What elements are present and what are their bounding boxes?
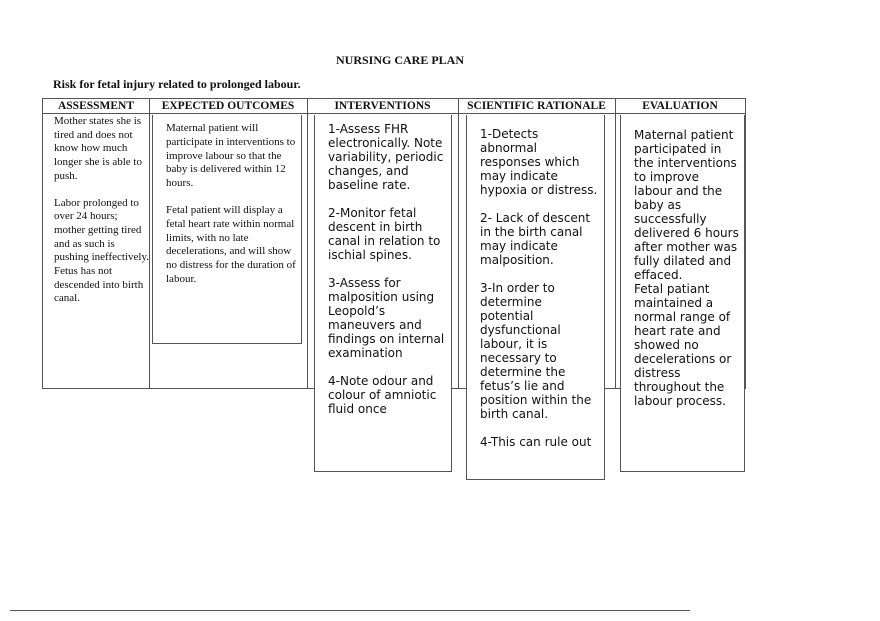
footer-divider	[10, 610, 690, 611]
rationale-text: 4-This can rule out	[480, 435, 592, 449]
header-expected-outcomes: EXPECTED OUTCOMES	[149, 99, 307, 114]
column-divider	[307, 99, 308, 388]
evaluation-text: Maternal patient participated in the interventions to improve labour and the baby as successfully delivered 6 hours after mother was fully dilated and effaced.	[634, 128, 739, 282]
assessment-cell	[54, 115, 151, 306]
scientific-rationale-box	[466, 115, 605, 480]
header-assessment: ASSESSMENT	[43, 99, 149, 114]
intervention-text: 3-Assess for malposition using Leopold’s maneuvers and findings on internal examination	[328, 276, 445, 360]
header-scientific-rationale: SCIENTIFIC RATIONALE	[458, 99, 615, 114]
outcome-text: Maternal patient will participate in interventions to improve labour so that the baby is delivered within 12 hours.	[166, 122, 296, 190]
evaluation-text: Fetal patiant maintained a normal range of heart rate and showed no decelerations or distress throughout the labour process.	[634, 282, 732, 408]
intervention-text: 1-Assess FHR electronically. Note variability, periodic changes, and baseline rate.	[328, 122, 444, 192]
rationale-text: 3-In order to determine potential dysfunctional labour, it is necessary to determine the fetus’s lie and position within the birth canal.	[480, 281, 592, 421]
header-interventions: INTERVENTIONS	[307, 99, 458, 114]
rationale-text: 2- Lack of descent in the birth canal may indicate malposition.	[480, 211, 591, 267]
assessment-text: Fetus has not descended into birth canal.	[54, 265, 144, 305]
header-evaluation: EVALUATION	[615, 99, 745, 114]
page-title: NURSING CARE PLAN	[335, 53, 464, 67]
evaluation-box	[620, 115, 745, 472]
expected-outcomes-box	[152, 115, 302, 344]
interventions-box	[314, 115, 452, 472]
rationale-text: 1-Detects abnormal responses which may indicate hypoxia or distress.	[480, 127, 598, 197]
assessment-text: Mother states she is tired and does not know how much longer she is able to push.	[54, 115, 142, 182]
column-divider	[615, 99, 616, 388]
assessment-text: Labor prolonged to over 24 hours; mother getting tired and as such is pushing ineffectively.	[54, 196, 150, 264]
column-divider	[458, 99, 459, 388]
intervention-text: 2-Monitor fetal descent in birth canal in relation to ischial spines.	[328, 206, 441, 262]
outcome-text: Fetal patient will display a fetal heart rate within normal limits, with no late decelerations, and will show no distress for the duration of labour.	[166, 203, 296, 285]
diagnosis-subtitle: Risk for fetal injury related to prolonged labour.	[53, 77, 301, 91]
intervention-text: 4-Note odour and colour of amniotic fluid once	[328, 374, 437, 416]
